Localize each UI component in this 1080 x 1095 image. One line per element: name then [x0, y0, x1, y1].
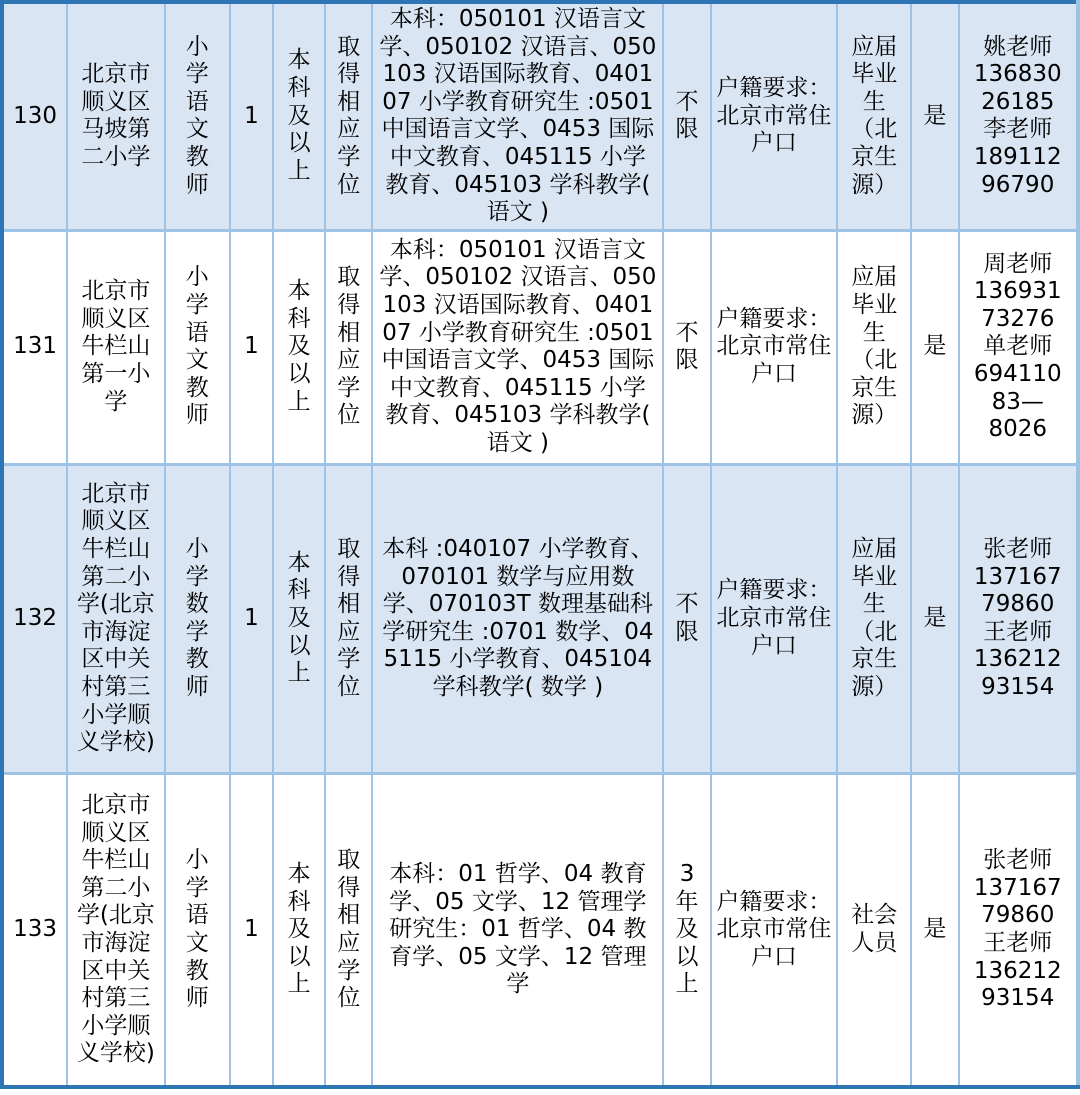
contact-line: 79860: [981, 902, 1055, 929]
contact-line: 姚老师: [983, 33, 1053, 60]
cell-openings: 1: [230, 773, 273, 1087]
position-text: 小学语文教师: [185, 264, 209, 429]
cell-majors: 本科：01 哲学、04 教育学、05 文学、12 管理学研究生：01 哲学、04 教育学、05 文学、12 管理学: [372, 773, 663, 1087]
contact-line: 93154: [981, 673, 1055, 700]
table-row: [2, 773, 1078, 1087]
cell-majors: 本科：050101 汉语言文学、050102 汉语言、050103 汉语国际教育、040107 小学教育研究生 :0501 中国语言文学、0453 国际中文教育、045115 小学教育、045103 学科教学( 语文 ): [372, 230, 663, 464]
cell-degree: [325, 464, 372, 773]
contact-line: 26185: [981, 88, 1055, 115]
cell-experience: [663, 230, 710, 464]
contact-line: 王老师: [983, 930, 1053, 956]
experience-text: 3年及以上: [675, 861, 699, 998]
cell-experience: [663, 464, 710, 773]
cell-household-req: 户籍要求：北京市常住户口: [711, 2, 837, 230]
table-row: [2, 230, 1078, 464]
contact-line: 189112: [973, 143, 1062, 170]
experience-text: 不限: [675, 319, 699, 374]
cell-openings: 1: [230, 2, 273, 230]
contact-line: 137167: [973, 563, 1062, 590]
cell-majors: 本科 :040107 小学教育、070101 数学与应用数学、070103T 数理基础科学研究生 :0701 数学、045115 小学教育、045104 学科教学( 数学 ): [372, 464, 663, 773]
cell-openings: 1: [230, 464, 273, 773]
cell-row-number: 132: [2, 464, 67, 773]
contact-line: 83—: [991, 388, 1044, 415]
cell-school-name: 北京市顺义区牛栏山第二小学(北京市海淀区中关村第三小学顺义学校): [67, 464, 164, 773]
contact-line: 93154: [981, 985, 1055, 1012]
cell-candidate-source: 应届毕业生（北京生源）: [837, 230, 911, 464]
cell-experience: [663, 773, 710, 1087]
cell-contact: [959, 2, 1079, 230]
cell-teacher-cert: 是: [911, 2, 958, 230]
table-row: [2, 464, 1078, 773]
cell-school-name: 北京市顺义区牛栏山第二小学(北京市海淀区中关村第三小学顺义学校): [67, 773, 164, 1087]
cell-household-req: 户籍要求：北京市常住户口: [711, 773, 837, 1087]
table-body: [2, 2, 1078, 1087]
cell-education: [273, 2, 325, 230]
cell-education: [273, 464, 325, 773]
contact-line: 137167: [973, 874, 1062, 901]
contact-line: 694110: [973, 361, 1062, 388]
contact-line: 136931: [973, 278, 1062, 305]
cell-experience: [663, 2, 710, 230]
cell-teacher-cert: 是: [911, 773, 958, 1087]
contact-line: 张老师: [983, 535, 1053, 562]
cell-degree: [325, 773, 372, 1087]
contact-line: 136212: [973, 957, 1062, 984]
contact-line: 96790: [981, 171, 1055, 198]
degree-text: 取得相应学位: [337, 535, 361, 700]
cell-degree: [325, 230, 372, 464]
contact-line: 79860: [981, 591, 1055, 618]
position-text: 小学语文教师: [185, 847, 209, 1012]
cell-school-name: 北京市顺义区牛栏山第一小学: [67, 230, 164, 464]
contact-line: 单老师: [983, 333, 1053, 360]
contact-line: 136212: [973, 646, 1062, 673]
cell-openings: 1: [230, 230, 273, 464]
cell-candidate-source: 应届毕业生（北京生源）: [837, 2, 911, 230]
cell-teacher-cert: 是: [911, 464, 958, 773]
contact-line: 8026: [988, 416, 1048, 443]
cell-contact: [959, 464, 1079, 773]
education-text: 本科及以上: [287, 278, 311, 415]
cell-row-number: 130: [2, 2, 67, 230]
cell-candidate-source: 应届毕业生（北京生源）: [837, 464, 911, 773]
contact-line: 136830: [973, 61, 1062, 88]
contact-line: 张老师: [983, 847, 1053, 874]
experience-text: 不限: [675, 591, 699, 645]
contact-line: 73276: [981, 305, 1055, 332]
cell-contact: [959, 773, 1079, 1087]
cell-school-name: 北京市顺义区马坡第二小学: [67, 2, 164, 230]
contact-line: 周老师: [983, 250, 1053, 277]
cell-household-req: 户籍要求：北京市常住户口: [711, 230, 837, 464]
experience-text: 不限: [675, 88, 699, 143]
cell-degree: [325, 2, 372, 230]
cell-row-number: 133: [2, 773, 67, 1087]
cell-education: [273, 230, 325, 464]
cell-household-req: 户籍要求：北京市常住户口: [711, 464, 837, 773]
cell-contact: [959, 230, 1079, 464]
degree-text: 取得相应学位: [337, 264, 361, 429]
education-text: 本科及以上: [287, 47, 311, 184]
cell-education: [273, 773, 325, 1087]
cell-candidate-source: 社会人员: [837, 773, 911, 1087]
degree-text: 取得相应学位: [337, 847, 361, 1012]
contact-line: 王老师: [983, 618, 1053, 645]
contact-line: 李老师: [983, 116, 1053, 143]
cell-position: [165, 2, 230, 230]
degree-text: 取得相应学位: [337, 33, 361, 198]
cell-majors: 本科：050101 汉语言文学、050102 汉语言、050103 汉语国际教育、040107 小学教育研究生 :0501 中国语言文学、0453 国际中文教育、045115 小学教育、045103 学科教学( 语文 ): [372, 2, 663, 230]
cell-position: [165, 773, 230, 1087]
cell-position: [165, 230, 230, 464]
education-text: 本科及以上: [287, 861, 311, 998]
table-row: [2, 2, 1078, 230]
cell-position: [165, 464, 230, 773]
cell-row-number: 131: [2, 230, 67, 464]
education-text: 本科及以上: [287, 549, 311, 687]
position-text: 小学语文教师: [185, 33, 209, 198]
cell-teacher-cert: 是: [911, 230, 958, 464]
position-text: 小学数学教师: [185, 535, 209, 700]
